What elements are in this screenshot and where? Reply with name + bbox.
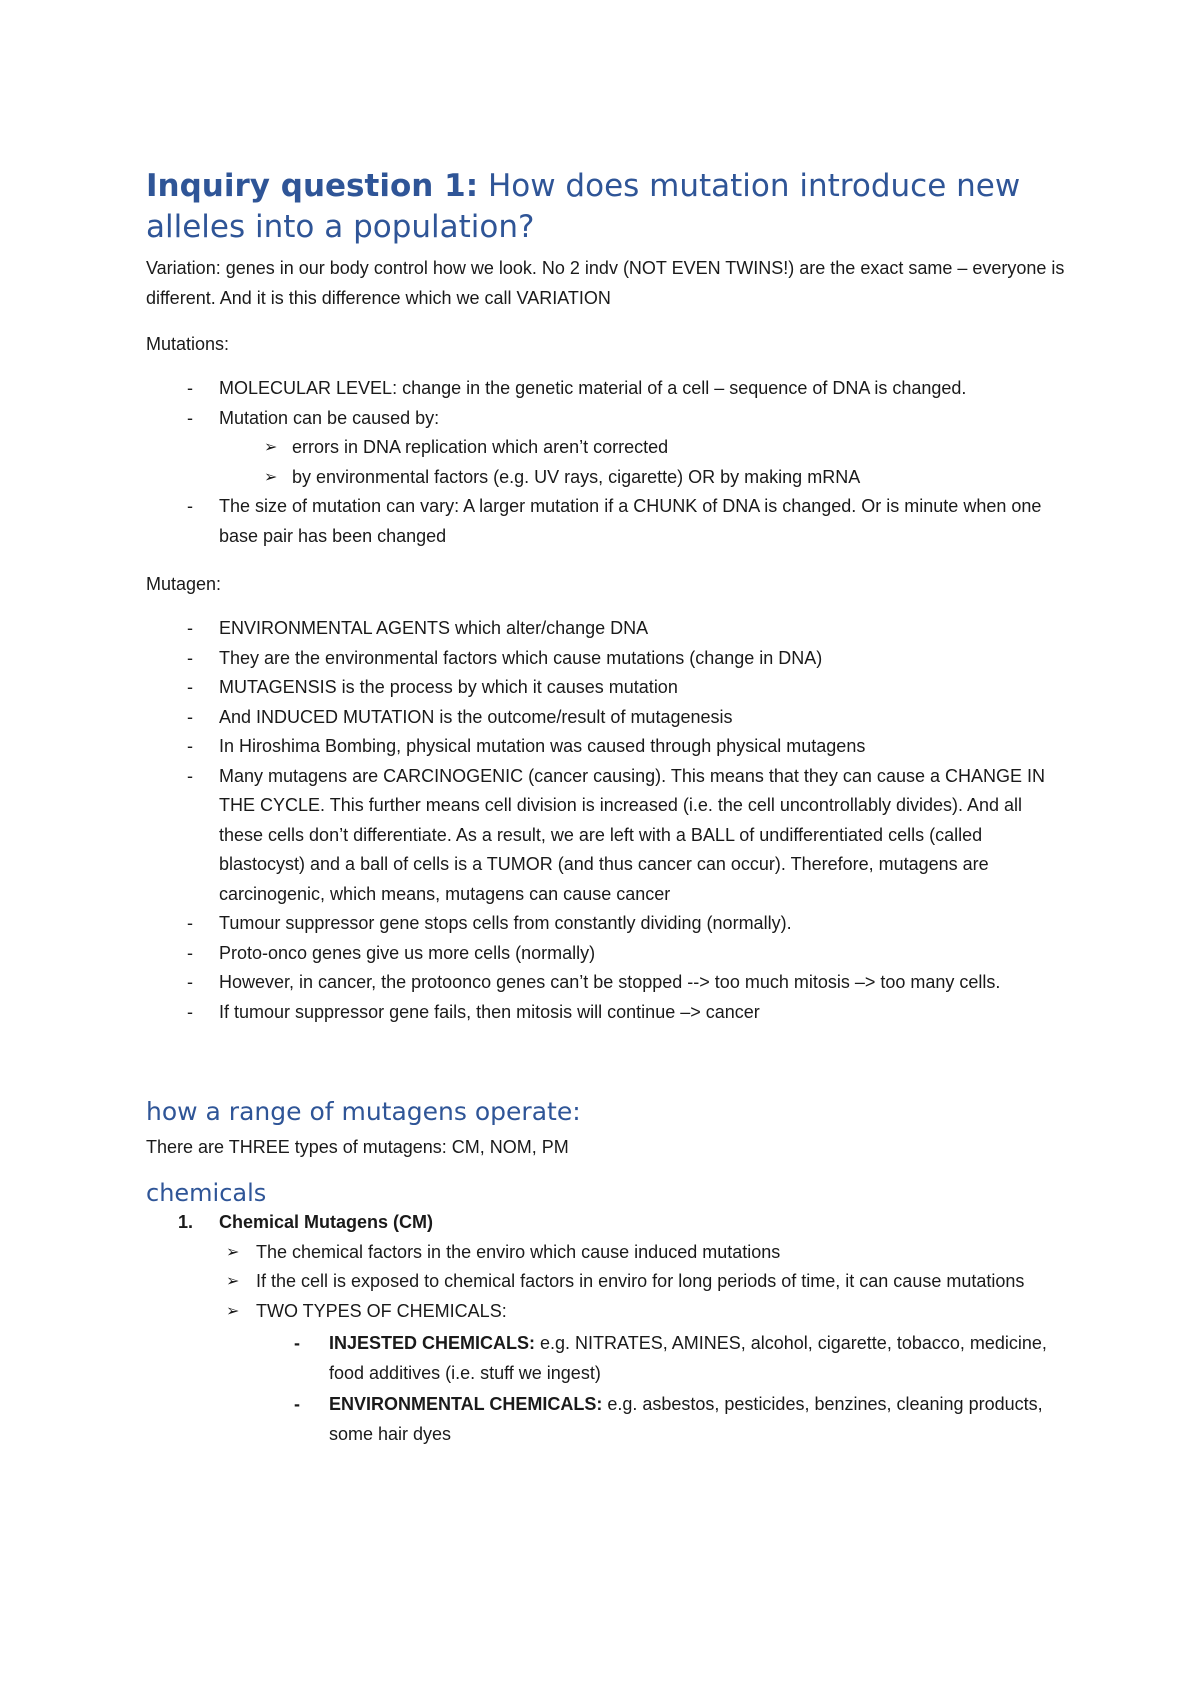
list-item [146, 732, 1066, 762]
title-question: How does mutation introduce new alleles into a population? [146, 168, 1021, 245]
arrow-bullet-icon: ➢ [226, 1302, 240, 1320]
list-item-text: Mutation can be caused by: [219, 407, 440, 428]
injested-chemicals-text: e.g. NITRATES, AMINES, alcohol, cigarette, tobacco, medicine, food additives (i.e. stuff we ingest) [329, 1333, 1047, 1383]
dash-bullet: - [187, 407, 193, 428]
list-item [146, 998, 1066, 1028]
arrow-bullet-icon: ➢ [264, 468, 278, 486]
dash-bullet: - [187, 942, 193, 963]
list-item-text: errors in DNA replication which aren’t corrected [292, 437, 669, 457]
list-item-text: The chemical factors in the enviro which cause induced mutations [256, 1241, 781, 1262]
dash-bullet: - [187, 736, 193, 756]
injested-chemicals-label: INJESTED CHEMICALS: [329, 1333, 536, 1353]
mutations-list [146, 374, 1066, 551]
dash-bullet: - [187, 496, 193, 516]
dash-bullet: - [187, 706, 193, 727]
list-item-text: TWO TYPES OF CHEMICALS: [256, 1300, 507, 1321]
arrow-bullet-icon: ➢ [264, 439, 278, 456]
arrow-bullet-icon: ➢ [226, 1273, 240, 1290]
list-item [146, 968, 1066, 998]
mutation-causes-list [146, 433, 1066, 492]
list-item [146, 762, 1066, 910]
mutagen-title: Mutagen: [146, 574, 222, 594]
dash-bullet: - [187, 378, 193, 398]
chemicals-heading: chemicals [146, 1179, 267, 1207]
chemical-mutagens-title [146, 1208, 1066, 1238]
list-item-text: They are the environmental factors which cause mutations (change in DNA) [219, 647, 823, 668]
dash-bullet: - [187, 677, 193, 697]
list-item [219, 433, 1066, 463]
list-number: 1. [178, 1212, 194, 1232]
dash-bullet: - [187, 765, 193, 786]
list-item [146, 404, 1066, 434]
chemical-mutagens-title-text: Chemical Mutagens (CM) [219, 1212, 434, 1232]
title-label: Inquiry question 1: [146, 168, 479, 204]
dash-bullet: - [187, 647, 193, 668]
list-item-text: MOLECULAR LEVEL: change in the genetic material of a cell – sequence of DNA is changed. [219, 378, 967, 398]
list-item-text: Many mutagens are CARCINOGENIC (cancer causing). This means that they can cause a CHANGE IN THE CYCLE. This further means cell division is increased (i.e. the cell uncontrollably divides). And all these cells don’t differentiate. As a result, we are left with a BALL of undifferentiated cells (called blastocyst) and a ball of cells is a TUMOR (and thus cancer can occur). Therefore, mutagens are carcinogenic, which means, mutagens can cause cancer [219, 765, 1045, 904]
list-item [146, 673, 1066, 703]
range-heading: how a range of mutagens operate: [146, 1097, 581, 1126]
list-item [146, 939, 1066, 969]
dash-bullet: - [187, 972, 193, 992]
list-item-text: MUTAGENSIS is the process by which it causes mutation [219, 677, 678, 697]
list-item-text: The size of mutation can vary: A larger mutation if a CHUNK of DNA is changed. Or is minute when one base pair has been changed [219, 496, 1042, 546]
list-item-text: Tumour suppressor gene stops cells from constantly dividing (normally). [219, 913, 792, 933]
list-item [219, 463, 1066, 493]
chemical-mutagens-section [146, 1208, 1066, 1451]
environmental-chemicals-text: e.g. asbestos, pesticides, benzines, cleaning products, some hair dyes [329, 1394, 1043, 1444]
list-item [146, 1238, 1066, 1268]
page-title [146, 166, 1096, 248]
list-item [146, 614, 1066, 644]
dash-bullet: - [187, 913, 193, 933]
range-text: There are THREE types of mutagens: CM, NOM, PM [146, 1137, 569, 1157]
list-item-text: If the cell is exposed to chemical factors in enviro for long periods of time, it can cause mutations [256, 1271, 1025, 1291]
mutations-title: Mutations: [146, 334, 230, 354]
list-item-text: And INDUCED MUTATION is the outcome/result of mutagenesis [219, 706, 733, 727]
list-item [146, 374, 1066, 404]
sublist-container [146, 433, 1066, 492]
chemical-mutagens-points [146, 1238, 1066, 1327]
chemical-types-list [146, 1329, 1066, 1449]
arrow-bullet-icon: ➢ [226, 1243, 240, 1261]
list-item-text: However, in cancer, the protoonco genes can’t be stopped --> too much mitosis –> too many cells. [219, 972, 1001, 992]
list-item [146, 1390, 1066, 1449]
list-item [146, 1267, 1066, 1297]
environmental-chemicals-label: ENVIRONMENTAL CHEMICALS: [329, 1394, 603, 1414]
list-item [146, 1329, 1066, 1388]
dash-bullet: - [294, 1394, 300, 1414]
list-item [146, 1297, 1066, 1327]
intro-paragraph: Variation: genes in our body control how we look. No 2 indv (NOT EVEN TWINS!) are the exact same – everyone is different. And it is this difference which we call VARIATION [146, 258, 1065, 308]
list-item [146, 909, 1066, 939]
list-item [146, 703, 1066, 733]
dash-bullet: - [187, 1001, 193, 1022]
list-item [146, 492, 1066, 551]
list-item-text: ENVIRONMENTAL AGENTS which alter/change DNA [219, 618, 649, 638]
list-item-text: Proto-onco genes give us more cells (normally) [219, 942, 596, 963]
list-item-text: by environmental factors (e.g. UV rays, cigarette) OR by making mRNA [292, 466, 861, 487]
list-item [146, 644, 1066, 674]
dash-bullet: - [187, 618, 193, 638]
dash-bullet: - [294, 1333, 300, 1353]
mutagen-list [146, 614, 1066, 1027]
list-item-text: If tumour suppressor gene fails, then mitosis will continue –> cancer [219, 1001, 760, 1022]
list-item-text: In Hiroshima Bombing, physical mutation was caused through physical mutagens [219, 736, 866, 756]
